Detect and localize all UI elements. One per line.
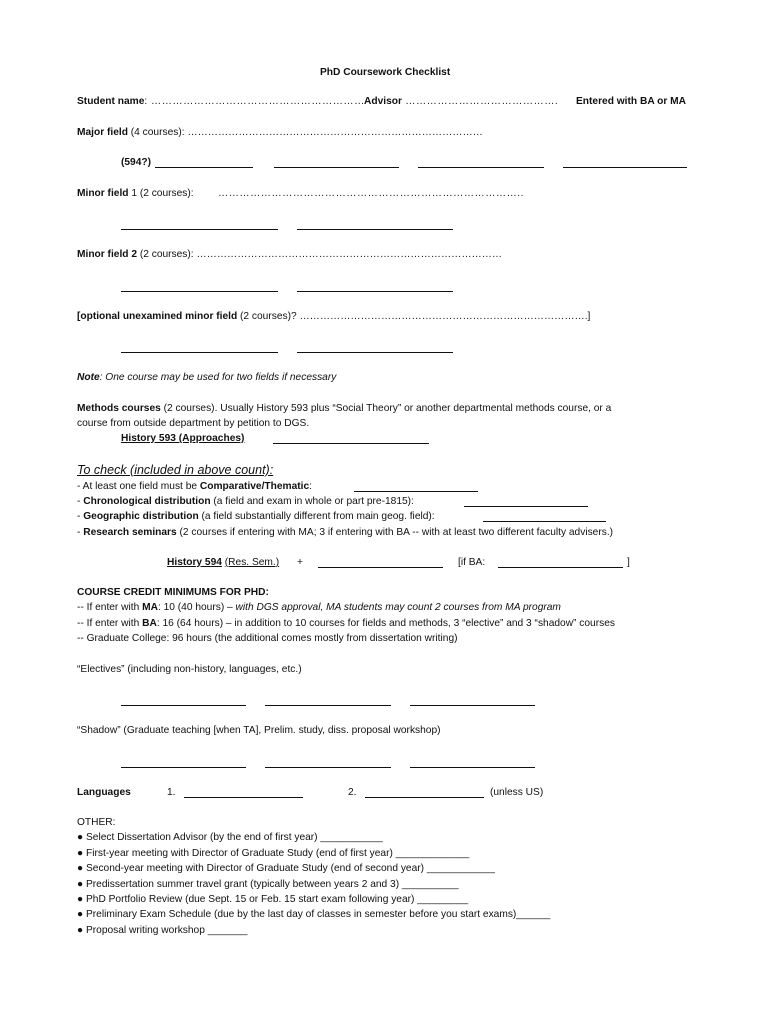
credit-ma-bold: MA: [142, 602, 158, 613]
languages-unless: (unless US): [490, 787, 544, 798]
major-field-label: Major field: [77, 127, 128, 138]
minor1-blank-1[interactable]: [121, 229, 278, 230]
check-item-bold: Geographic distribution: [83, 511, 199, 522]
other-item: ● Predissertation summer travel grant (typically between years 2 and 3) __________: [77, 879, 459, 890]
student-name-label: Student name: [77, 96, 145, 107]
major-field-line: [77, 126, 483, 139]
major-slot-594: (594?): [121, 157, 152, 168]
minor-field-1-text: 1 (2 courses):: [128, 188, 194, 199]
language-number-2: 2.: [348, 787, 357, 798]
minor-field-1-fill[interactable]: …………………………………………………………………………..: [218, 188, 524, 199]
minor2-blank-1[interactable]: [121, 291, 278, 292]
major-field-text: (4 courses): ……………………………………………………………………………: [127, 127, 483, 138]
note-text: : One course may be used for two fields if necessary: [99, 372, 337, 383]
credit-ba-rest: : 16 (64 hours) – in addition to 10 courses for fields and methods, 3 “elective” and 3 “shadow” courses: [156, 618, 615, 629]
check-item-prefix: -: [77, 511, 84, 522]
history-594-rest: (Res. Sem.): [224, 557, 280, 568]
electives-label: “Electives” (including non-history, languages, etc.): [77, 664, 302, 675]
page-title: PhD Coursework Checklist: [320, 67, 451, 78]
credit-ma-italic: with DGS approval, MA students may count 2 courses from MA program: [235, 602, 561, 613]
advisor-label: Advisor: [364, 96, 402, 107]
shadow-blank-1[interactable]: [121, 767, 246, 768]
electives-blank-2[interactable]: [265, 705, 391, 706]
check-item-chronological: [77, 495, 414, 508]
history-594-line: [167, 556, 279, 569]
minor-field-2-label: Minor field 2: [77, 249, 137, 260]
check-item-rest: (2 courses if entering with MA; 3 if entering with BA -- with at least two different faculty advisers.): [176, 527, 614, 538]
language-blank-2[interactable]: [365, 797, 484, 798]
credit-ma-line: [77, 601, 561, 614]
history-593-label: History 593 (Approaches): [121, 433, 245, 444]
student-name-line: [77, 95, 365, 108]
electives-blank-1[interactable]: [121, 705, 246, 706]
other-item: ● Preliminary Exam Schedule (due by the last day of classes in semester before you start exams)______: [77, 909, 551, 920]
chronological-blank[interactable]: [464, 506, 588, 507]
check-item-bold: Comparative/Thematic: [199, 481, 310, 492]
methods-line-2: course from outside department by petition to DGS.: [77, 418, 310, 429]
advisor-fill[interactable]: …………………………………….: [401, 96, 559, 107]
credit-ba-prefix: -- If enter with: [77, 618, 143, 629]
if-ba-close: ]: [627, 557, 630, 568]
major-blank-1[interactable]: [155, 167, 253, 168]
plus-sign: +: [297, 557, 303, 568]
credit-ba-line: [77, 617, 615, 630]
credit-ma-prefix: -- If enter with: [77, 602, 143, 613]
check-item-research: [77, 526, 613, 539]
if-ba-label: [if BA:: [458, 557, 486, 568]
entered-with-label: Entered with BA or MA: [576, 96, 686, 107]
other-item: ● Second-year meeting with Director of Graduate Study (end of second year) ____________: [77, 863, 495, 874]
minor2-blank-2[interactable]: [297, 291, 453, 292]
check-item-prefix: - At least one field must be: [77, 481, 200, 492]
other-item: ● Proposal writing workshop _______: [77, 925, 248, 936]
check-item-prefix: -: [77, 496, 84, 507]
minor1-blank-2[interactable]: [297, 229, 453, 230]
major-blank-3[interactable]: [418, 167, 544, 168]
optional-minor-label: [optional unexamined minor field: [77, 311, 238, 322]
check-item-rest: (a field substantially different from main geog. field):: [198, 511, 435, 522]
advisor-line: [364, 95, 558, 108]
credit-ba-bold: BA: [142, 618, 157, 629]
check-item-prefix: -: [77, 527, 84, 538]
check-item-bold: Chronological distribution: [83, 496, 211, 507]
history-594-blank[interactable]: [318, 567, 443, 568]
other-item: ● Select Dissertation Advisor (by the end of first year) ___________: [77, 832, 383, 843]
optional-blank-1[interactable]: [121, 352, 278, 353]
check-item-bold: Research seminars: [83, 527, 177, 538]
major-blank-2[interactable]: [274, 167, 399, 168]
other-heading: OTHER:: [77, 817, 116, 828]
history-593-blank[interactable]: [273, 443, 429, 444]
other-item: ● PhD Portfolio Review (due Sept. 15 or Feb. 15 start exam following year) _________: [77, 894, 469, 905]
minor-field-1-line: [77, 187, 194, 200]
optional-blank-2[interactable]: [297, 352, 453, 353]
check-item-geographic: [77, 510, 435, 523]
shadow-blank-2[interactable]: [265, 767, 391, 768]
credit-college-line: -- Graduate College: 96 hours (the additional comes mostly from dissertation writing): [77, 633, 458, 644]
credit-ma-rest: : 10 (40 hours) –: [157, 602, 236, 613]
shadow-blank-3[interactable]: [410, 767, 535, 768]
language-number-1: 1.: [167, 787, 176, 798]
languages-label: Languages: [77, 787, 131, 798]
minor-field-2-text: (2 courses): ………………………………………………………………………………: [137, 249, 503, 260]
note-label: Note: [77, 372, 100, 383]
minor-field-1-label: Minor field: [77, 188, 129, 199]
minor-field-2-line: [77, 248, 502, 261]
if-ba-blank[interactable]: [498, 567, 623, 568]
optional-minor-text: (2 courses)? ………………………………………………………………………….]: [237, 311, 591, 322]
student-name-fill[interactable]: : ……………………………………………………: [144, 96, 365, 107]
to-check-heading: To check (included in above count):: [77, 463, 274, 477]
history-594-label: History 594: [167, 557, 222, 568]
credit-heading: COURSE CREDIT MINIMUMS FOR PHD:: [77, 587, 269, 598]
check-item-comparative: [77, 480, 312, 493]
optional-minor-line: [77, 310, 590, 323]
note-line: [77, 371, 336, 384]
check-item-rest: (a field and exam in whole or part pre-1815):: [210, 496, 414, 507]
language-blank-1[interactable]: [184, 797, 303, 798]
major-blank-4[interactable]: [563, 167, 687, 168]
methods-label: Methods courses: [77, 403, 161, 414]
methods-text-1: (2 courses). Usually History 593 plus “Social Theory” or another departmental methods course, or a: [160, 403, 612, 414]
comparative-blank[interactable]: [354, 491, 478, 492]
shadow-label: “Shadow” (Graduate teaching [when TA], Prelim. study, diss. proposal workshop): [77, 725, 441, 736]
check-item-rest: :: [309, 481, 313, 492]
electives-blank-3[interactable]: [410, 705, 535, 706]
geographic-blank[interactable]: [483, 521, 606, 522]
methods-line-1: [77, 402, 611, 415]
other-item: ● First-year meeting with Director of Graduate Study (end of first year) _____________: [77, 848, 470, 859]
